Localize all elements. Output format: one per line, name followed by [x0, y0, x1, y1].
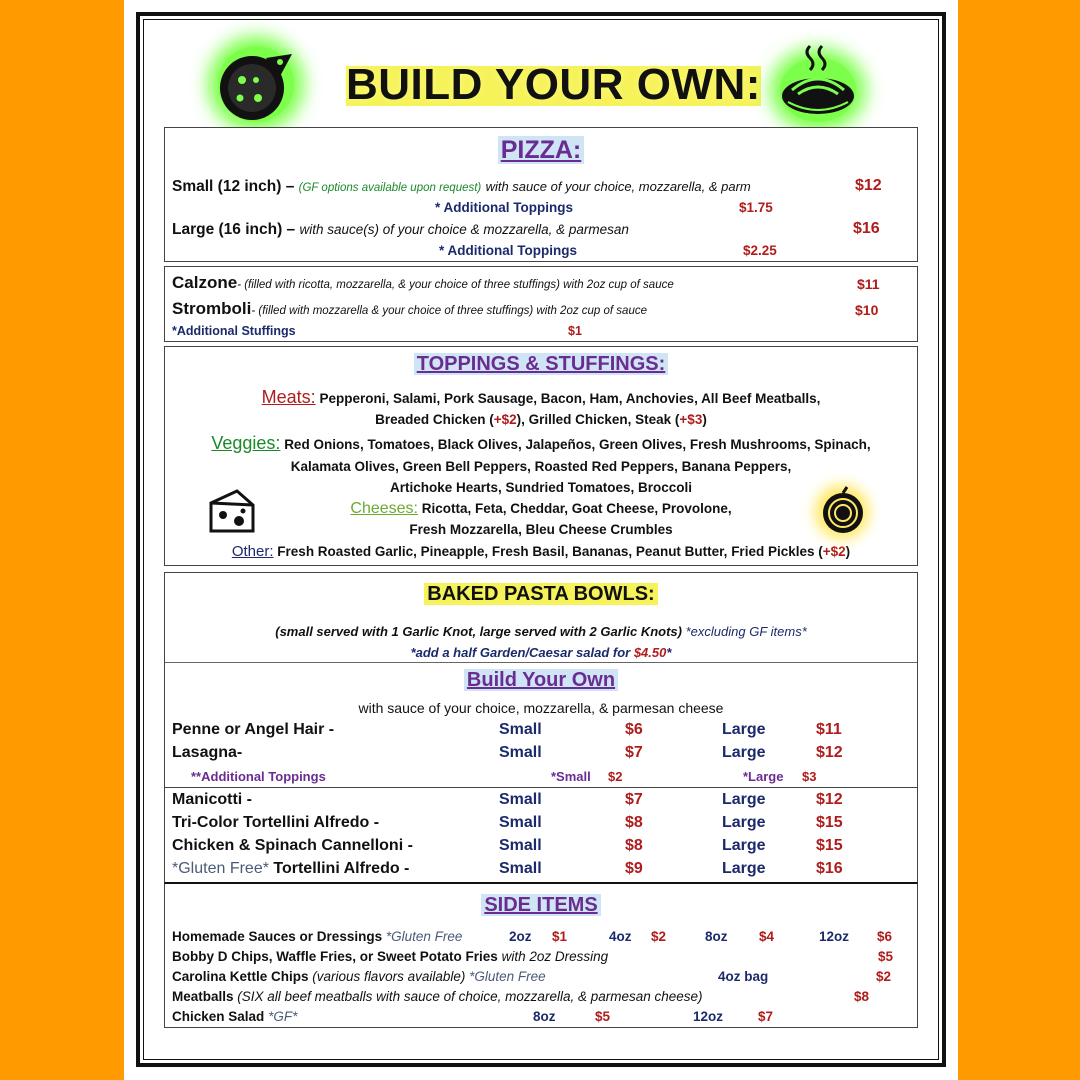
additional-small-label: *Small — [551, 769, 591, 784]
large-topping-label: * Additional Toppings — [439, 243, 577, 258]
cheeses-list-1: Ricotta, Feta, Cheddar, Goat Cheese, Provolone, — [421, 501, 732, 516]
stromboli-line — [172, 299, 647, 319]
stromboli-desc: - (filled with mozzarella & your choice of three stuffings) with 2oz cup of sauce — [251, 305, 647, 317]
large-price: $15 — [816, 837, 843, 854]
additional-large-price: $3 — [802, 769, 817, 784]
gf-small-price: $9 — [625, 860, 643, 877]
large-label: Large — [722, 721, 766, 738]
gf-large-label: Large — [722, 860, 766, 877]
small-pizza-name: Small (12 inch) – — [172, 178, 295, 195]
cheeses-label: Cheeses: — [350, 500, 418, 517]
calzone-line — [172, 273, 674, 293]
kettle-price: $2 — [876, 969, 892, 984]
gf-small-label: Small — [499, 860, 542, 877]
menu-page — [124, 0, 958, 1080]
pasta-heading: BAKED PASTA BOWLS: — [165, 583, 917, 606]
pizza-icon — [208, 36, 304, 132]
meatballs-price: $8 — [854, 989, 870, 1004]
pasta-note-1: (small served with 1 Garlic Knot, large served with 2 Garlic Knots) *excluding GF items* — [275, 624, 807, 639]
sauce-size: 2oz — [509, 929, 532, 944]
small-price: $7 — [625, 791, 643, 808]
small-label: Small — [499, 837, 542, 854]
calzone-section — [164, 266, 918, 342]
large-pizza-price: $16 — [853, 220, 880, 237]
chicken-salad-line: Chicken Salad *GF* — [172, 1009, 298, 1024]
large-label: Large — [722, 814, 766, 831]
sides-heading: SIDE ITEMS — [165, 894, 917, 917]
other-label: Other: — [231, 543, 274, 560]
small-label: Small — [499, 721, 542, 738]
stromboli-name: Stromboli — [172, 299, 252, 318]
pizza-section — [164, 127, 918, 262]
cheeses-line-1 — [165, 500, 917, 518]
salad-price-2: $7 — [758, 1009, 774, 1024]
pasta-note-2: *add a half Garden/Caesar salad for $4.50* — [410, 645, 672, 660]
chips-line: Bobby D Chips, Waffle Fries, or Sweet Potato Fries with 2oz Dressing — [172, 949, 609, 964]
kettle-size: 4oz bag — [718, 969, 769, 984]
small-label: Small — [499, 744, 542, 761]
calzone-desc: - (filled with ricotta, mozzarella, & your choice of three stuffings) with 2oz cup of sauce — [237, 279, 674, 291]
sauce-size: 12oz — [819, 929, 850, 944]
large-pizza-name: Large (16 inch) – — [172, 221, 296, 238]
large-label: Large — [722, 791, 766, 808]
sauce-price: $1 — [552, 929, 568, 944]
large-pizza-line — [172, 221, 629, 239]
small-topping-price: $1.75 — [739, 200, 773, 215]
small-pizza-price: $12 — [855, 177, 882, 194]
pasta-name: Manicotti - — [172, 791, 252, 808]
small-topping-label: * Additional Toppings — [435, 200, 573, 215]
chips-price: $5 — [878, 949, 894, 964]
onion-icon — [817, 485, 869, 537]
pizza-heading: PIZZA: — [165, 136, 917, 165]
byo-desc: with sauce of your choice, mozzarella, & parmesan cheese — [358, 700, 724, 716]
veggies-line-1 — [165, 433, 917, 454]
pasta-name: Chicken & Spinach Cannelloni - — [172, 837, 413, 854]
pasta-divider-2 — [165, 787, 917, 788]
calzone-name: Calzone — [172, 273, 238, 292]
meatballs-line: Meatballs (SIX all beef meatballs with sauce of choice, mozzarella, & parmesan cheese) — [172, 989, 703, 1004]
pasta-bowl-icon — [772, 40, 868, 126]
meats-list-1: Pepperoni, Salami, Pork Sausage, Bacon, Ham, Anchovies, All Beef Meatballs, — [319, 391, 821, 406]
small-price: $7 — [625, 744, 643, 761]
sauce-price: $4 — [759, 929, 775, 944]
additional-toppings-label: **Additional Toppings — [191, 769, 326, 784]
sauce-size: 8oz — [705, 929, 728, 944]
gf-tortellini-name: *Gluten Free* Tortellini Alfredo - — [172, 860, 410, 877]
sauce-size: 4oz — [609, 929, 632, 944]
small-pizza-line — [172, 178, 751, 196]
toppings-section — [164, 346, 918, 566]
page-title: BUILD YOUR OWN: — [346, 60, 761, 109]
large-label: Large — [722, 744, 766, 761]
sauce-price: $6 — [877, 929, 893, 944]
large-price: $12 — [816, 791, 843, 808]
cheese-icon — [207, 487, 257, 537]
byo-heading: Build Your Own — [165, 669, 917, 692]
veggies-list-1: Red Onions, Tomatoes, Black Olives, Jalapeños, Green Olives, Fresh Mushrooms, Spinach, — [284, 437, 871, 452]
meats-label: Meats: — [261, 387, 316, 407]
kettle-line: Carolina Kettle Chips (various flavors available) *Gluten Free — [172, 969, 546, 984]
veggies-list-2: Kalamata Olives, Green Bell Peppers, Roasted Red Peppers, Banana Peppers, — [290, 459, 792, 474]
large-price: $12 — [816, 744, 843, 761]
salad-size-1: 8oz — [533, 1009, 556, 1024]
large-pizza-desc: with sauce(s) of your choice & mozzarella, & parmesan — [299, 222, 629, 237]
large-price: $11 — [816, 721, 842, 738]
cheeses-list-2: Fresh Mozzarella, Bleu Cheese Crumbles — [409, 522, 673, 537]
small-price: $8 — [625, 814, 643, 831]
sides-section — [164, 884, 918, 1028]
gf-note: (GF options available upon request) — [298, 182, 482, 194]
meats-line-2: Breaded Chicken (+$2), Grilled Chicken, Steak (+$3) — [375, 412, 707, 427]
gf-large-price: $16 — [816, 860, 843, 877]
small-label: Small — [499, 791, 542, 808]
pasta-section — [164, 572, 918, 884]
salad-size-2: 12oz — [693, 1009, 724, 1024]
stuffing-label: *Additional Stuffings — [172, 324, 296, 338]
calzone-price: $11 — [857, 276, 880, 292]
small-pizza-desc: with sauce of your choice, mozzarella, & parm — [485, 179, 751, 194]
small-label: Small — [499, 814, 542, 831]
additional-large-label: *Large — [743, 769, 784, 784]
meats-line-1 — [165, 387, 917, 408]
salad-price-1: $5 — [595, 1009, 611, 1024]
small-price: $8 — [625, 837, 643, 854]
stuffing-price: $1 — [568, 324, 582, 338]
large-topping-price: $2.25 — [743, 243, 777, 258]
additional-small-price: $2 — [608, 769, 623, 784]
toppings-heading: TOPPINGS & STUFFINGS: — [165, 353, 917, 376]
stromboli-price: $10 — [855, 302, 879, 318]
sauces-line: Homemade Sauces or Dressings *Gluten Free — [172, 929, 463, 944]
other-line: Other: Fresh Roasted Garlic, Pineapple, Fresh Basil, Bananas, Peanut Butter, Fried Pickles (+$2) — [231, 543, 851, 560]
sauce-price: $2 — [651, 929, 667, 944]
pasta-divider-1 — [165, 662, 917, 663]
large-label: Large — [722, 837, 766, 854]
pasta-name: Tri-Color Tortellini Alfredo - — [172, 814, 380, 831]
small-price: $6 — [625, 721, 643, 738]
large-price: $15 — [816, 814, 843, 831]
pasta-name: Lasagna- — [172, 744, 243, 761]
veggies-label: Veggies: — [211, 433, 281, 453]
veggies-list-3: Artichoke Hearts, Sundried Tomatoes, Broccoli — [389, 480, 693, 495]
pasta-name: Penne or Angel Hair - — [172, 721, 335, 738]
